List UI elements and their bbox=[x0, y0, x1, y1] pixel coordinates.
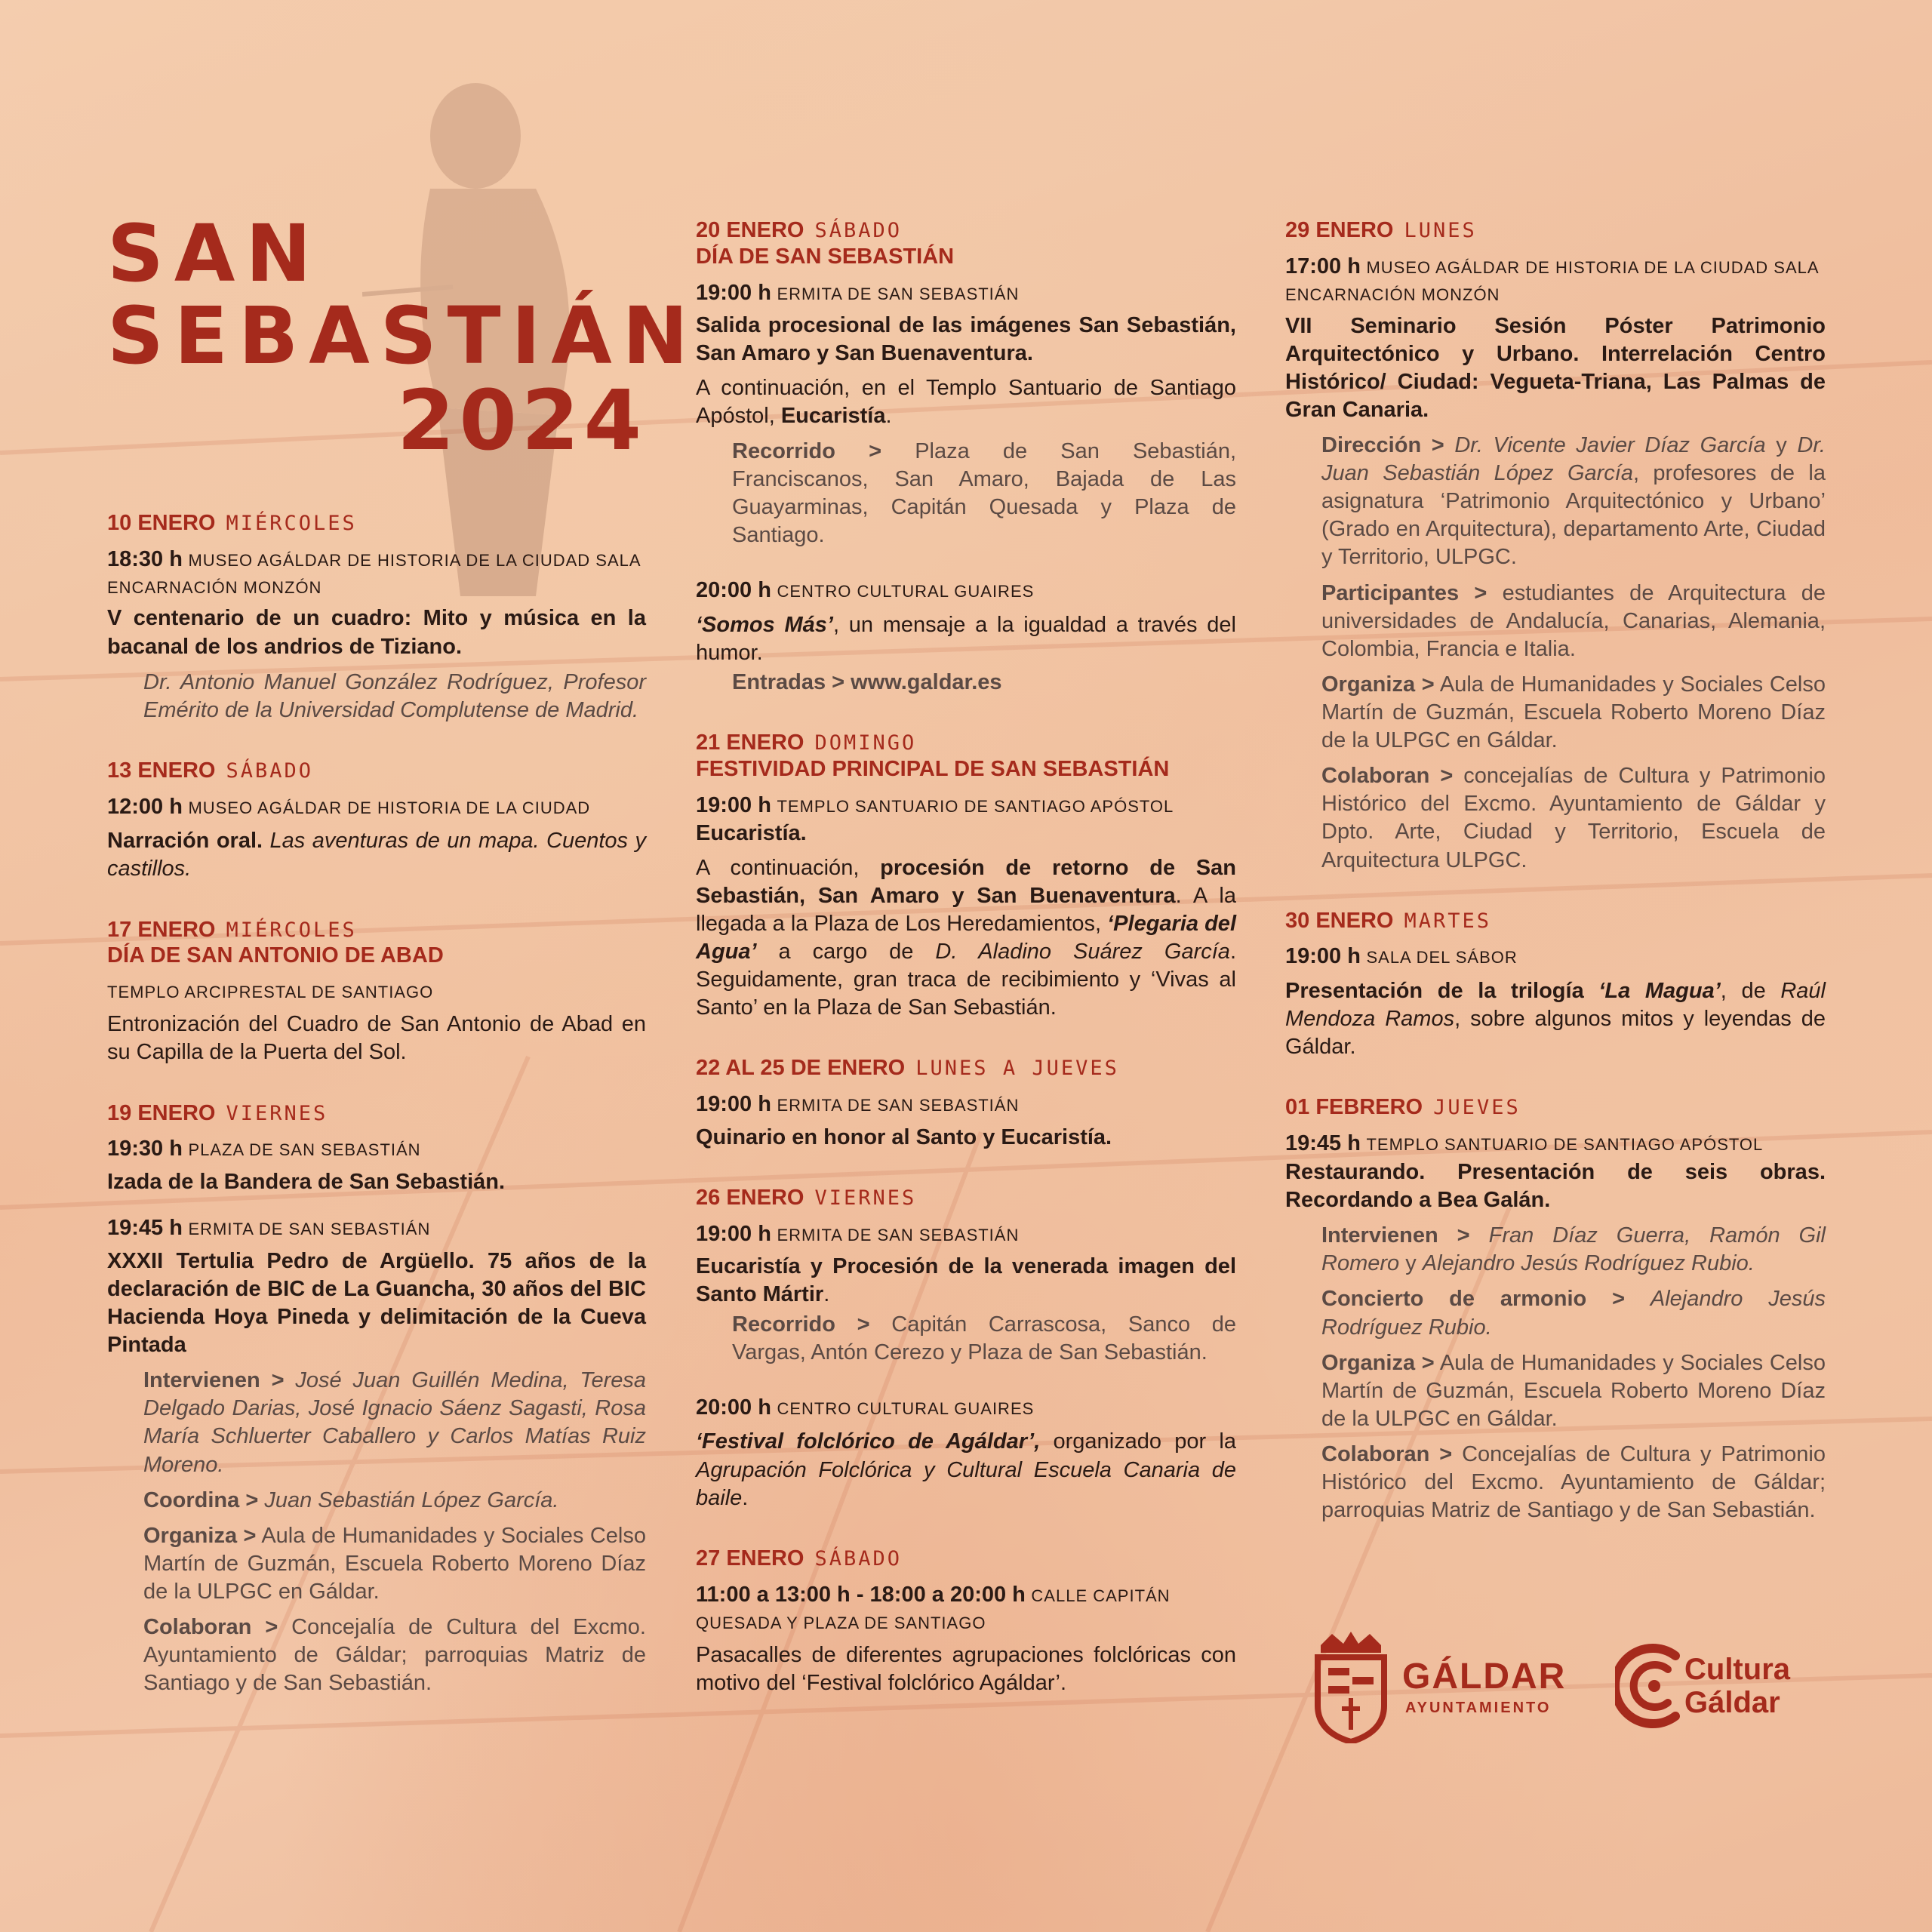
event-date bbox=[107, 917, 646, 943]
day-name: SÁBADO bbox=[814, 1546, 903, 1571]
day-name: MIÉRCOLES bbox=[226, 918, 357, 942]
event-10-enero bbox=[107, 510, 646, 724]
date-text: 20 ENERO bbox=[696, 218, 804, 242]
venue: TEMPLO ARCIPRESTAL DE SANTIAGO bbox=[107, 983, 434, 1002]
venue: MUSEO AGÁLDAR DE HISTORIA DE LA CIUDAD SALA ENCARNACIÓN MONZÓN bbox=[107, 550, 641, 598]
t2: procesión de retorno de San Sebastián, San Amaro y San Buenaventura bbox=[696, 855, 1236, 908]
time-venue bbox=[1285, 943, 1826, 971]
credit-label: Colaboran > bbox=[1321, 1441, 1453, 1466]
day-name: VIERNES bbox=[814, 1186, 917, 1210]
time-venue bbox=[696, 1091, 1236, 1119]
credit-text: Alejandro Jesús Rodríguez Rubio. bbox=[1321, 1287, 1826, 1340]
session bbox=[696, 1091, 1236, 1152]
venue: PLAZA DE SAN SEBASTIÁN bbox=[188, 1140, 421, 1160]
event-date bbox=[696, 730, 1236, 756]
credit-label: Dirección > bbox=[1321, 433, 1444, 458]
t1: ‘Festival folclórico de Agáldar’, bbox=[696, 1429, 1041, 1454]
event-subtitle: FESTIVIDAD PRINCIPAL DE SAN SEBASTIÁN bbox=[696, 756, 1170, 781]
c-i2: Alejandro Jesús Rodríguez Rubio. bbox=[1422, 1251, 1755, 1276]
session bbox=[696, 1220, 1236, 1367]
column-middle bbox=[696, 217, 1236, 1731]
session-headline: Izada de la Bandera de San Sebastián. bbox=[107, 1169, 506, 1194]
sponsor-logos bbox=[1313, 1630, 1826, 1751]
cultura-swirl-icon bbox=[1615, 1641, 1683, 1731]
t6: D. Aladino Suárez García bbox=[935, 939, 1230, 964]
time-venue bbox=[107, 1214, 646, 1243]
session bbox=[107, 546, 646, 724]
day-name: LUNES A JUEVES bbox=[915, 1057, 1119, 1081]
date-text: 13 ENERO bbox=[107, 758, 216, 783]
event-date bbox=[1285, 908, 1826, 934]
t5: , sobre algunos mitos y leyendas de Gáldar. bbox=[1285, 1007, 1826, 1060]
t3: . A la llegada a la Plaza de Los Heredamientos, bbox=[696, 883, 1236, 936]
venue: ERMITA DE SAN SEBASTIÁN bbox=[777, 1096, 1020, 1115]
venue: MUSEO AGÁLDAR DE HISTORIA DE LA CIUDAD SALA ENCARNACIÓN MONZÓN bbox=[1285, 257, 1819, 305]
c-t1: y bbox=[1399, 1251, 1423, 1276]
tickets-info bbox=[696, 669, 1236, 697]
event-date bbox=[107, 1100, 646, 1127]
credit-line bbox=[1285, 432, 1826, 572]
session-title-italic: Las aventuras de un mapa. Cuentos y castillos. bbox=[107, 829, 646, 881]
time: 19:00 h bbox=[696, 792, 771, 817]
column-left bbox=[107, 208, 699, 1730]
session bbox=[1285, 253, 1826, 875]
venue: MUSEO AGÁLDAR DE HISTORIA DE LA CIUDAD bbox=[188, 798, 591, 817]
route-text: Capitán Carrascosa, Sanco de Vargas, Antón Cerezo y Plaza de San Sebastián. bbox=[732, 1312, 1237, 1364]
time-venue bbox=[107, 978, 646, 1004]
time: 19:00 h bbox=[696, 1092, 771, 1117]
c-t2: , profesores de la asignatura ‘Patrimonio Arquitectónico y Urbano’ (Grado en Arquitectura), departamento Arte, Ciudad y Territorio, ULPGC. bbox=[1321, 461, 1826, 570]
session-text bbox=[696, 1428, 1236, 1512]
time: 20:00 h bbox=[696, 1395, 771, 1420]
venue: ERMITA DE SAN SEBASTIÁN bbox=[777, 284, 1020, 303]
session-headline: XXXII Tertulia Pedro de Argüello. 75 años de la declaración de BIC de La Guancha, 30 años del BIC Hacienda Hoya Pineda y delimitación de la Cueva Pintada bbox=[107, 1248, 646, 1358]
headline-text: Eucaristía y Procesión de la venerada imagen del Santo Mártir bbox=[696, 1254, 1236, 1307]
credit-line bbox=[107, 1367, 646, 1478]
event-subtitle: DÍA DE SAN SEBASTIÁN bbox=[696, 244, 955, 269]
date-text: 17 ENERO bbox=[107, 917, 216, 942]
cultura-logo-line-2: Gáldar bbox=[1684, 1686, 1780, 1719]
credit-line bbox=[1285, 580, 1826, 663]
show-desc: , un mensaje a la igualdad a través del humor. bbox=[696, 612, 1236, 665]
t5: a cargo de bbox=[756, 939, 936, 964]
session-text bbox=[696, 374, 1236, 430]
date-text: 21 ENERO bbox=[696, 731, 804, 755]
credit-label: Concierto de armonio > bbox=[1321, 1287, 1626, 1312]
time: 19:30 h bbox=[107, 1137, 183, 1161]
credit-label: Intervienen > bbox=[1321, 1223, 1470, 1248]
credit-text: José Juan Guillén Medina, Teresa Delgado Darias, José Ignacio Sáenz Sagasti, Rosa María Schluerter Caballero y Carlos Matías Ruiz Moreno. bbox=[143, 1368, 646, 1477]
time-venue bbox=[696, 1220, 1236, 1249]
event-date bbox=[696, 217, 1236, 244]
time-venue bbox=[107, 546, 646, 601]
cultura-logo-line-1: Cultura bbox=[1684, 1653, 1790, 1686]
event-subtitle: DÍA DE SAN ANTONIO DE ABAD bbox=[107, 943, 444, 968]
credit-text: concejalías de Cultura y Patrimonio Histórico del Excmo. Ayuntamiento de Gáldar y Dpto. Arte, Ciudad y Territorio, Escuela de Arquitectura ULPGC. bbox=[1321, 764, 1826, 872]
speaker-note bbox=[107, 669, 646, 724]
credit-text: Concejalía de Cultura del Excmo. Ayuntamiento de Gáldar; parroquias Matriz de Santiago y de San Sebastián. bbox=[143, 1615, 646, 1696]
session-headline: VII Seminario Sesión Póster Patrimonio Arquitectónico y Urbano. Interrelación Centro Histórico/ Ciudad: Vegueta-Triana, Las Palmas de Gran Canaria. bbox=[1285, 313, 1826, 422]
date-text: 22 AL 25 DE ENERO bbox=[696, 1056, 906, 1081]
time-venue bbox=[696, 792, 1236, 820]
date-text: 27 ENERO bbox=[696, 1546, 804, 1571]
time-venue bbox=[107, 1135, 646, 1164]
time: 11:00 a 13:00 h - 18:00 a 20:00 h bbox=[696, 1582, 1026, 1607]
day-name: DOMINGO bbox=[814, 731, 917, 755]
title-line-1: SAN bbox=[107, 208, 322, 300]
c-t1: y bbox=[1765, 433, 1798, 458]
day-name: VIERNES bbox=[226, 1101, 328, 1125]
venue: CENTRO CULTURAL GUAIRES bbox=[777, 1398, 1035, 1418]
galdar-logo-name: GÁLDAR bbox=[1402, 1657, 1567, 1697]
credit-label: Coordina > bbox=[143, 1487, 259, 1512]
event-27-enero bbox=[696, 1546, 1236, 1698]
session bbox=[1285, 1130, 1826, 1524]
session-text bbox=[696, 611, 1236, 667]
credit-label: Intervienen > bbox=[143, 1368, 285, 1393]
day-name: LUNES bbox=[1404, 219, 1477, 242]
credit-label: Colaboran > bbox=[143, 1615, 278, 1640]
t4: ‘Plegaria del Agua’ bbox=[696, 911, 1236, 964]
session-headline: Quinario en honor al Santo y Eucaristía. bbox=[696, 1124, 1112, 1149]
session bbox=[107, 793, 646, 884]
coat-of-arms-icon bbox=[1313, 1630, 1389, 1743]
credit-line bbox=[1285, 671, 1826, 755]
event-date bbox=[1285, 217, 1826, 244]
event-date bbox=[107, 758, 646, 784]
event-30-enero bbox=[1285, 908, 1826, 1062]
c-i1: Fran Díaz Guerra, Ramón Gil Romero bbox=[1321, 1223, 1826, 1276]
day-name: MIÉRCOLES bbox=[226, 511, 357, 535]
date-text: 01 FEBRERO bbox=[1285, 1095, 1423, 1120]
session-headline bbox=[696, 1253, 1236, 1309]
credit-line bbox=[107, 1487, 646, 1515]
session bbox=[696, 1394, 1236, 1512]
c-i1: Dr. Vicente Javier Díaz García bbox=[1454, 433, 1766, 458]
text-a: A continuación, en el Templo Santuario de Santiago Apóstol, bbox=[696, 375, 1236, 428]
date-text: 10 ENERO bbox=[107, 510, 216, 535]
credit-line bbox=[1285, 1222, 1826, 1278]
credit-text: Juan Sebastián López García. bbox=[264, 1487, 559, 1512]
route bbox=[696, 438, 1236, 549]
galdar-logo-subtitle: AYUNTAMIENTO bbox=[1405, 1700, 1552, 1716]
session-text bbox=[1285, 977, 1826, 1061]
event-26-enero bbox=[696, 1185, 1236, 1512]
credit-label: Organiza > bbox=[1321, 672, 1435, 697]
venue: TEMPLO SANTUARIO DE SANTIAGO APÓSTOL bbox=[1366, 1135, 1764, 1155]
route-label: Recorrido > bbox=[732, 1312, 870, 1337]
session bbox=[107, 1135, 646, 1196]
route-text: Plaza de San Sebastián, Franciscanos, San Amaro, Bajada de Las Guayarminas, Capitán Quesada y Plaza de Santiago. bbox=[732, 438, 1237, 548]
time-venue bbox=[1285, 1130, 1826, 1158]
time: 17:00 h bbox=[1285, 254, 1361, 278]
route bbox=[696, 1311, 1236, 1367]
t4: Raúl Mendoza Ramos bbox=[1285, 979, 1826, 1032]
credit-line bbox=[1285, 1441, 1826, 1524]
session bbox=[107, 1214, 646, 1697]
session bbox=[107, 978, 646, 1066]
time: 19:00 h bbox=[696, 280, 771, 305]
session bbox=[696, 279, 1236, 550]
t7: . Seguidamente, gran traca de recibimiento y ‘Vivas al Santo’ en la Plaza de San Sebastián. bbox=[696, 939, 1236, 1020]
session-headline: V centenario de un cuadro: Mito y música en la bacanal de los andrios de Tiziano. bbox=[107, 606, 646, 659]
event-13-enero bbox=[107, 758, 646, 884]
credit-text: Aula de Humanidades y Sociales Celso Martín de Guzmán, Escuela Roberto Moreno Díaz de la ULPGC en Gáldar. bbox=[1321, 672, 1826, 753]
route-label: Recorrido > bbox=[732, 438, 882, 463]
time: 19:00 h bbox=[696, 1221, 771, 1246]
session bbox=[696, 577, 1236, 697]
session-headline: Restaurando. Presentación de seis obras. Recordando a Bea Galán. bbox=[1285, 1159, 1826, 1213]
venue: SALA DEL SÁBOR bbox=[1366, 948, 1518, 968]
credit-text: estudiantes de Arquitectura de universidades de Andalucía, Canarias, Alemania, Colombia, Francia e Italia. bbox=[1321, 580, 1826, 661]
session-headline: Salida procesional de las imágenes San Sebastián, San Amaro y San Buenaventura. bbox=[696, 313, 1236, 366]
time: 19:45 h bbox=[107, 1216, 183, 1241]
event-date bbox=[107, 510, 646, 537]
title-line-2: SEBASTIÁN bbox=[107, 290, 699, 383]
time-venue bbox=[696, 577, 1236, 605]
text-b: Eucaristía bbox=[780, 403, 886, 428]
credit-label: Participantes > bbox=[1321, 580, 1487, 605]
date-text: 19 ENERO bbox=[107, 1100, 216, 1125]
event-01-febrero bbox=[1285, 1094, 1826, 1524]
time-venue bbox=[696, 1581, 1236, 1636]
date-text: 29 ENERO bbox=[1285, 218, 1394, 242]
time-venue bbox=[696, 1394, 1236, 1423]
day-name: SÁBADO bbox=[814, 219, 903, 242]
session bbox=[696, 792, 1236, 1022]
t1: A continuación, bbox=[696, 855, 881, 880]
time: 20:00 h bbox=[696, 578, 771, 603]
event-date bbox=[696, 1546, 1236, 1572]
session-text bbox=[107, 827, 646, 883]
venue: TEMPLO SANTUARIO DE SANTIAGO APÓSTOL bbox=[777, 796, 1174, 816]
venue: CALLE CAPITÁN QUESADA Y PLAZA DE SANTIAGO bbox=[696, 1586, 1171, 1633]
event-20-enero bbox=[696, 217, 1236, 697]
credit-label: Organiza > bbox=[1321, 1350, 1435, 1375]
date-text: 26 ENERO bbox=[696, 1185, 804, 1210]
credit-line bbox=[107, 1614, 646, 1697]
event-21-enero bbox=[696, 730, 1236, 1022]
time-venue bbox=[696, 279, 1236, 308]
time: 19:00 h bbox=[1285, 944, 1361, 969]
tickets-link[interactable]: Entradas > www.galdar.es bbox=[732, 670, 1002, 695]
event-29-enero bbox=[1285, 217, 1826, 875]
session bbox=[1285, 943, 1826, 1061]
text-c: . bbox=[885, 403, 892, 428]
venue: ERMITA DE SAN SEBASTIÁN bbox=[188, 1220, 431, 1239]
credit-text: Aula de Humanidades y Sociales Celso Martín de Guzmán, Escuela Roberto Moreno Díaz de la ULPGC en Gáldar. bbox=[143, 1523, 646, 1604]
day-name: SÁBADO bbox=[226, 758, 314, 783]
credit-text: Concejalías de Cultura y Patrimonio Histórico del Excmo. Ayuntamiento de Gáldar; parroquias Matriz de Santiago y de San Sebastián. bbox=[1321, 1441, 1826, 1523]
event-date bbox=[696, 1055, 1236, 1081]
venue: ERMITA DE SAN SEBASTIÁN bbox=[777, 1225, 1020, 1244]
headline-end: . bbox=[823, 1282, 830, 1307]
session bbox=[696, 1581, 1236, 1698]
t2: ‘La Magua’ bbox=[1598, 979, 1721, 1004]
c-i2: Dr. Juan Sebastián López García bbox=[1321, 433, 1826, 486]
session-headline: Eucaristía. bbox=[696, 821, 807, 846]
time-venue bbox=[107, 793, 646, 822]
t1: Presentación de la trilogía bbox=[1285, 979, 1599, 1004]
t2: organizado por la bbox=[1040, 1429, 1237, 1454]
day-name: JUEVES bbox=[1433, 1096, 1521, 1120]
venue: CENTRO CULTURAL GUAIRES bbox=[777, 582, 1035, 601]
session-text: Entronización del Cuadro de San Antonio de Abad en su Capilla de la Puerta del Sol. bbox=[107, 1012, 646, 1065]
session-text bbox=[696, 854, 1236, 1023]
session-text: Pasacalles de diferentes agrupaciones folclóricas con motivo del ‘Festival folclórico Agáldar’. bbox=[696, 1643, 1236, 1696]
event-17-enero bbox=[107, 917, 646, 1067]
event-date bbox=[1285, 1094, 1826, 1121]
show-title: ‘Somos Más’ bbox=[696, 612, 833, 637]
day-name: MARTES bbox=[1404, 909, 1492, 933]
session-headline: Narración oral. bbox=[107, 829, 263, 854]
event-title bbox=[107, 208, 699, 469]
event-date bbox=[696, 1185, 1236, 1211]
speaker-text: Dr. Antonio Manuel González Rodríguez, Profesor Emérito de la Universidad Complutense de Madrid. bbox=[143, 669, 646, 722]
date-text: 30 ENERO bbox=[1285, 908, 1394, 933]
time-venue bbox=[1285, 253, 1826, 308]
credit-line bbox=[107, 1522, 646, 1606]
t4: . bbox=[742, 1485, 749, 1510]
credit-line bbox=[1285, 1349, 1826, 1433]
credit-label: Organiza > bbox=[143, 1523, 257, 1548]
event-19-enero bbox=[107, 1100, 646, 1698]
title-year: 2024 bbox=[396, 372, 646, 469]
time: 18:30 h bbox=[107, 546, 183, 571]
event-22-25-enero bbox=[696, 1055, 1236, 1152]
credit-label: Colaboran > bbox=[1321, 764, 1454, 789]
credit-line bbox=[1285, 762, 1826, 874]
credit-text: Aula de Humanidades y Sociales Celso Martín de Guzmán, Escuela Roberto Moreno Díaz de la ULPGC en Gáldar. bbox=[1321, 1350, 1826, 1431]
column-right bbox=[1285, 217, 1826, 1558]
credit-line bbox=[1285, 1285, 1826, 1341]
t3: , de bbox=[1720, 979, 1781, 1004]
time: 19:45 h bbox=[1285, 1131, 1361, 1156]
time: 12:00 h bbox=[107, 794, 183, 819]
t3: Agrupación Folclórica y Cultural Escuela Canaria de baile bbox=[696, 1457, 1236, 1510]
